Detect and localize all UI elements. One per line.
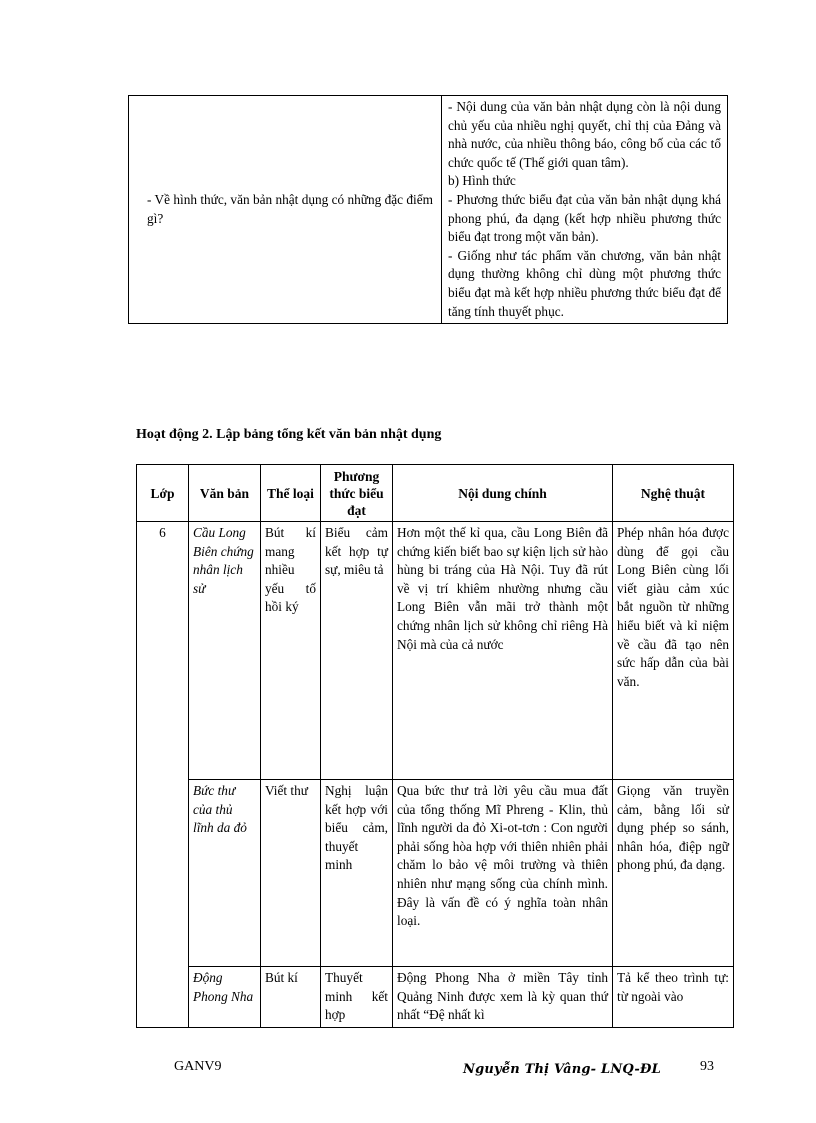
header-mode: Phương thức biểu đạt	[321, 465, 393, 522]
content-cell: Qua bức thư trả lời yêu cầu mua đất của tổng thống Mĩ Phreng - Klin, thủ lĩnh người da đỏ Xi-ot-tơn : Con người phải sống hòa hợp với thiên nhiên phải chăm lo bảo vệ môi trường và thiên nhiên như mạng sống của chính mình. Đây là vấn đề có ý nghĩa toàn nhân loại.	[393, 780, 613, 967]
title-cell: Bức thư của thủ lĩnh da đỏ	[189, 780, 261, 967]
art-cell: Phép nhân hóa được dùng để gọi cầu Long Biên cùng lối viết giàu cảm xúc bắt nguồn từ những hiểu biết và kỉ niệm về cầu đã tạo nên sức hấp dẫn của bài văn.	[613, 522, 734, 780]
answer-line: - Giống như tác phẩm văn chương, văn bản nhật dụng thường không chỉ dùng một phương thức biểu đạt mà kết hợp nhiều phương thức biểu đạt để tăng tính thuyết phục.	[448, 247, 721, 319]
footer-signature: Nguyễn Thị Vâng- LNQ-ĐL	[463, 1062, 661, 1077]
grade-cell: 6	[137, 522, 189, 1028]
answer-line: b) Hình thức	[448, 173, 516, 189]
question-cell: - Về hình thức, văn bản nhật dụng có những đặc điểm gì?	[129, 96, 442, 324]
answer-line: - Phương thức biểu đạt của văn bản nhật dụng khá phong phú, đa dạng (kết hợp nhiều phương thức biểu đạt trong một văn bản).	[448, 191, 721, 245]
answer-line: - Nội dung của văn bản nhật dụng còn là nội dung chủ yếu của nhiều nghị quyết, chỉ thị của Đảng và nhà nước, của nhiều thông báo, công bố của các tổ chức quốc tế (Thế giới quan tâm).	[448, 99, 721, 170]
content-cell: Hơn một thế kỉ qua, cầu Long Biên đã chứng kiến biết bao sự kiện lịch sử hào hùng bi tráng của Hà Nội. Tuy đã rút về vị trí khiêm nhường nhưng cầu Long Biên vẫn mãi trở thành một chứng nhân lịch sử không chỉ riêng Hà Nội mà của cả nước	[393, 522, 613, 780]
table-row	[129, 96, 728, 324]
genre-cell: Viết thư	[261, 780, 321, 967]
genre-cell: Bút kí	[261, 967, 321, 1028]
answer-cell	[442, 96, 728, 324]
header-art: Nghệ thuật	[613, 465, 734, 522]
table-row	[137, 780, 734, 967]
header-content: Nội dung chính	[393, 465, 613, 522]
mode-cell: Biểu cảm kết hợp tự sự, miêu tả	[321, 522, 393, 780]
mode-cell: Thuyết minh kết hợp	[321, 967, 393, 1028]
header-genre: Thể loại	[261, 465, 321, 522]
summary-table	[136, 464, 734, 1028]
section-heading: Hoạt động 2. Lập bảng tổng kết văn bản nhật dụng	[136, 427, 442, 442]
table-header-row	[137, 465, 734, 522]
art-cell: Giọng văn truyền cảm, bằng lối sử dụng phép so sánh, nhân hóa, điệp ngữ phong phú, đa dạng.	[613, 780, 734, 967]
top-qa-table	[128, 95, 728, 324]
page-number: 93	[700, 1059, 714, 1074]
art-cell: Tả kể theo trình tự: từ ngoài vào	[613, 967, 734, 1028]
header-grade: Lớp	[137, 465, 189, 522]
title-cell: Động Phong Nha	[189, 967, 261, 1028]
table-row	[137, 967, 734, 1028]
title-cell: Cầu Long Biên chứng nhân lịch sử	[189, 522, 261, 780]
content-cell: Động Phong Nha ở miền Tây tỉnh Quảng Ninh được xem là kỳ quan thứ nhất “Đệ nhất kì	[393, 967, 613, 1028]
table-row	[137, 522, 734, 780]
footer-left-label: GANV9	[174, 1059, 222, 1074]
genre-cell: Bút kí mang nhiều yếu tố hồi ký	[261, 522, 321, 780]
mode-cell: Nghị luận kết hợp với biểu cảm, thuyết minh	[321, 780, 393, 967]
header-text: Văn bản	[189, 465, 261, 522]
